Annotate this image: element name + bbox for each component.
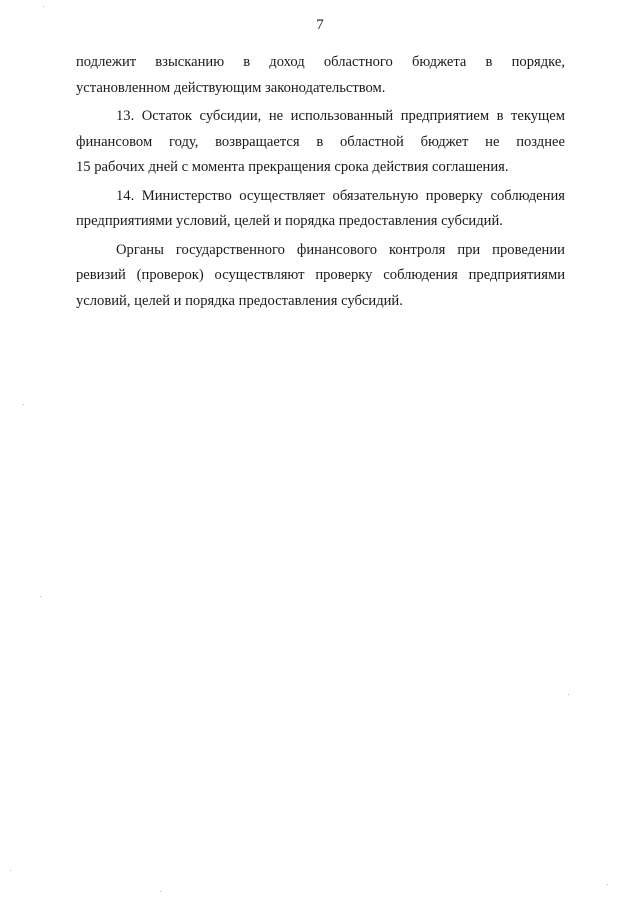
text-line: условий, целей и порядка предоставления субсидий. bbox=[76, 292, 403, 309]
scan-speck bbox=[40, 596, 41, 597]
text-line: ревизий (проверок) осуществляют проверку соблюдения предприятиями bbox=[76, 267, 565, 283]
text-line: подлежит взысканию в доход областного бюджета в порядке, bbox=[76, 54, 565, 70]
scan-speck bbox=[43, 6, 44, 7]
scan-speck bbox=[23, 404, 24, 405]
scan-speck bbox=[607, 884, 608, 885]
text-line: финансовом году, возвращается в областной бюджет не позднее bbox=[76, 133, 565, 150]
text-line: 15 рабочих дней с момента прекращения срока действия соглашения. bbox=[76, 159, 509, 175]
paragraph-control-bodies bbox=[76, 238, 565, 315]
text-line: 13. Остаток субсидии, не использованный предприятием в текущем bbox=[116, 108, 565, 124]
paragraph-continuation bbox=[76, 50, 565, 101]
text-line: 14. Министерство осуществляет обязательную проверку соблюдения bbox=[116, 187, 565, 204]
paragraph-item-13 bbox=[76, 104, 565, 181]
text-line: предприятиями условий, целей и порядка предоставления субсидий. bbox=[76, 213, 503, 229]
text-line: установленном действующим законодательством. bbox=[76, 79, 386, 96]
page-number: 7 bbox=[316, 17, 324, 33]
scan-speck bbox=[160, 891, 161, 892]
scan-speck bbox=[568, 694, 569, 695]
paragraph-item-14 bbox=[76, 184, 565, 235]
scan-speck bbox=[10, 870, 11, 871]
text-line: Органы государственного финансового контроля при проведении bbox=[116, 241, 565, 258]
document-body bbox=[76, 50, 565, 314]
